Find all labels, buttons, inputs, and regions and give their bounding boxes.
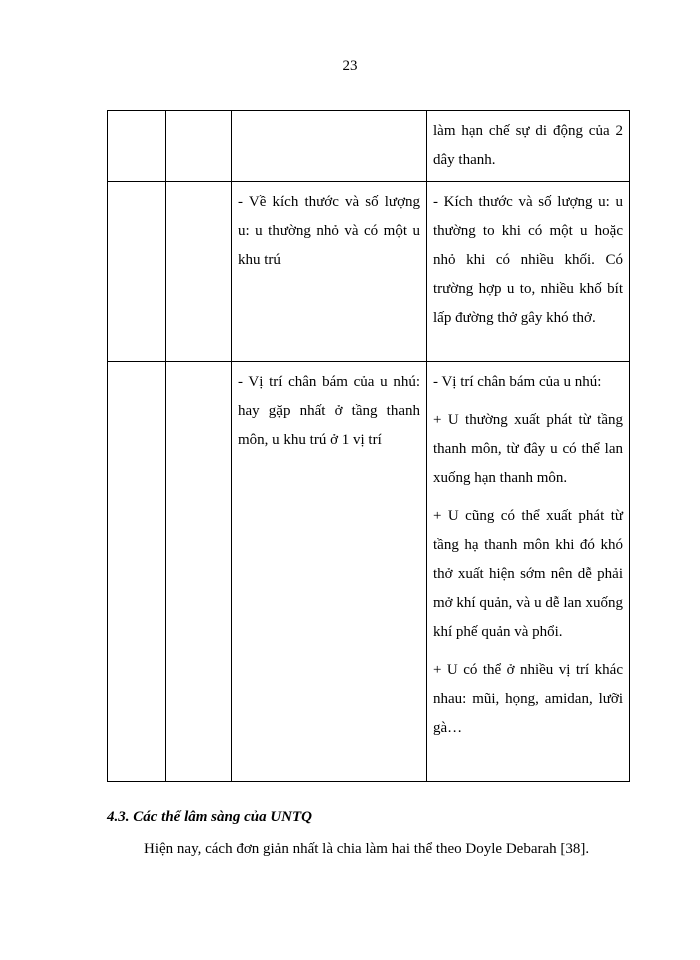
table-cell-col3 bbox=[232, 362, 427, 782]
section-heading: 4.3. Các thể lâm sàng của UNTQ bbox=[107, 809, 313, 825]
table-cell-col4 bbox=[427, 111, 630, 182]
cell-text: - Về kích thước và số lượng u: u thường nhỏ và có một u khu trú bbox=[238, 194, 420, 268]
table-cell-col1 bbox=[108, 182, 166, 362]
table-row bbox=[108, 182, 630, 362]
page-number: 23 bbox=[342, 58, 358, 74]
cell-text: - Vị trí chân bám của u nhú: bbox=[433, 374, 602, 390]
table-cell-col1 bbox=[108, 362, 166, 782]
table-cell-col3 bbox=[232, 111, 427, 182]
cell-text: - Kích thước và số lượng u: u thường to khi có một u hoặc nhỏ khi có nhiều khối. Có trường hợp u to, nhiều khố bít lấp đường thở gây khó thở. bbox=[433, 194, 623, 326]
table-cell-col3 bbox=[232, 182, 427, 362]
cell-text: - Vị trí chân bám của u nhú: hay gặp nhất ở tầng thanh môn, u khu trú ở 1 vị trí bbox=[238, 374, 420, 448]
table-cell-col2 bbox=[166, 362, 232, 782]
cell-text: làm hạn chế sự di động của 2 dây thanh. bbox=[433, 123, 623, 168]
cell-text: + U cũng có thể xuất phát từ tầng hạ thanh môn khi đó khó thở xuất hiện sớm nên dễ phải mở khí quản, và u dễ lan xuống khí phế quản và phổi. bbox=[433, 508, 623, 640]
table-row bbox=[108, 111, 630, 182]
table-cell-col4 bbox=[427, 362, 630, 782]
table-cell-col1 bbox=[108, 111, 166, 182]
body-paragraph: Hiện nay, cách đơn giản nhất là chia làm hai thể theo Doyle Debarah [38]. bbox=[144, 841, 590, 857]
cell-text: + U thường xuất phát từ tầng thanh môn, từ đây u có thể lan xuống hạn thanh môn. bbox=[433, 412, 623, 486]
comparison-table bbox=[107, 110, 630, 782]
cell-text: + U có thể ở nhiều vị trí khác nhau: mũi, họng, amidan, lưỡi gà… bbox=[433, 662, 623, 736]
table-cell-col4 bbox=[427, 182, 630, 362]
table-cell-col2 bbox=[166, 111, 232, 182]
table-row bbox=[108, 362, 630, 782]
table-cell-col2 bbox=[166, 182, 232, 362]
